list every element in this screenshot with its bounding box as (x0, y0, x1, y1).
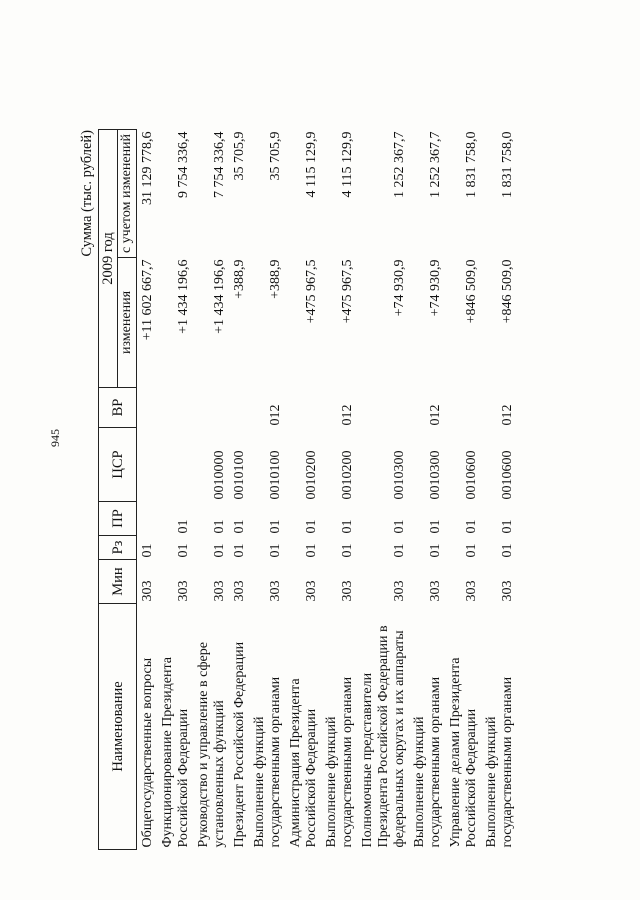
cell-changes: +1 434 196,6 (212, 259, 227, 334)
cell-csr (159, 428, 195, 502)
header-csr: ЦСР (99, 428, 137, 502)
header-min: Мин (99, 560, 137, 604)
cell-min: 303 (304, 580, 319, 602)
table-row (287, 129, 323, 849)
cell-csr: 0010600 (464, 450, 479, 500)
cell-changes: +846 509,0 (500, 259, 515, 324)
cell-csr: 0010200 (304, 450, 319, 500)
table-header (99, 129, 137, 849)
cell-min: 303 (428, 580, 443, 602)
cell-min: 303 (232, 580, 247, 602)
cell-name: Полномочные представители Президента Российской Федерации в федеральных округах и их аппараты (360, 625, 407, 848)
cell-vr (231, 388, 251, 428)
cell-pr: 01 (428, 519, 443, 534)
table-row (195, 129, 231, 849)
cell-changes: +475 967,5 (340, 259, 355, 324)
cell-changes: +388,9 (268, 259, 283, 299)
units-note: Сумма (тыс. рублей) (79, 130, 95, 257)
cell-csr: 0010600 (500, 450, 515, 500)
header-changes: изменения (118, 258, 137, 388)
cell-min: 303 (268, 580, 283, 602)
cell-changes: +74 930,9 (428, 259, 443, 317)
cell-csr: 0010300 (392, 450, 407, 500)
cell-total: 1 252 367,7 (428, 131, 443, 198)
table-row (483, 129, 519, 849)
cell-changes: +475 967,5 (304, 259, 319, 324)
cell-changes: +11 602 667,7 (140, 259, 155, 341)
budget-sheet (78, 130, 562, 850)
header-vr: ВР (99, 388, 137, 428)
cell-min: 303 (176, 580, 191, 602)
table-row (447, 129, 483, 849)
table-row (411, 129, 447, 849)
cell-min: 303 (140, 580, 155, 602)
cell-vr (447, 388, 483, 428)
cell-pr: 01 (176, 519, 191, 534)
table-row (251, 129, 287, 849)
cell-total: 1 831 758,0 (464, 131, 479, 198)
cell-rz: 01 (340, 543, 355, 558)
cell-rz: 01 (392, 543, 407, 558)
cell-name: Руководство и управление в сфере установленных функций (196, 642, 227, 848)
cell-min: 303 (392, 580, 407, 602)
header-with-changes: с учетом изменений (118, 129, 137, 257)
cell-name: Президент Российской Федерации (232, 641, 247, 848)
cell-vr (287, 388, 323, 428)
cell-min: 303 (500, 580, 515, 602)
cell-total: 4 115 129,9 (340, 131, 355, 198)
cell-pr (137, 502, 160, 536)
table-row (359, 129, 411, 849)
cell-total: 35 705,9 (268, 131, 283, 181)
cell-pr: 01 (340, 519, 355, 534)
cell-vr: 012 (428, 404, 443, 426)
cell-vr: 012 (340, 404, 355, 426)
cell-vr: 012 (268, 404, 283, 426)
cell-name: Выполнение функций государственными органами (324, 676, 355, 848)
cell-csr: 0010200 (340, 450, 355, 500)
cell-rz: 01 (304, 543, 319, 558)
cell-total: 7 754 336,4 (212, 131, 227, 198)
cell-pr: 01 (464, 519, 479, 534)
table-row (231, 129, 251, 849)
cell-vr (159, 388, 195, 428)
cell-vr (359, 388, 411, 428)
cell-csr: 0010100 (268, 450, 283, 500)
cell-rz: 01 (140, 543, 155, 558)
cell-name: Управление делами Президента Российской Федерации (448, 657, 479, 848)
header-name: Наименование (99, 604, 137, 850)
header-year: 2009 год (99, 129, 118, 387)
cell-min: 303 (212, 580, 227, 602)
cell-pr: 01 (232, 519, 247, 534)
cell-name: Выполнение функций государственными органами (252, 676, 283, 848)
cell-total: 35 705,9 (232, 131, 247, 181)
cell-rz: 01 (212, 543, 227, 558)
cell-pr: 01 (212, 519, 227, 534)
cell-name: Выполнение функций государственными органами (412, 676, 443, 848)
cell-total: 31 129 778,6 (140, 131, 155, 205)
cell-csr (137, 428, 160, 502)
cell-vr (195, 388, 231, 428)
cell-changes: +1 434 196,6 (176, 259, 191, 334)
cell-csr: 0010300 (428, 450, 443, 500)
cell-total: 1 252 367,7 (392, 131, 407, 198)
header-rz: Рз (99, 536, 137, 560)
cell-pr: 01 (268, 519, 283, 534)
cell-min: 303 (464, 580, 479, 602)
cell-csr: 0010000 (212, 450, 227, 500)
cell-name: Выполнение функций государственными органами (484, 676, 515, 848)
page-number: 945 (48, 429, 62, 447)
table-row (323, 129, 359, 849)
cell-total: 1 831 758,0 (500, 131, 515, 198)
cell-name: Администрация Президента Российской Федерации (288, 678, 319, 848)
cell-name: Функционирование Президента Российской Федерации (160, 656, 191, 848)
cell-rz: 01 (176, 543, 191, 558)
cell-total: 9 754 336,4 (176, 131, 191, 198)
table-row (137, 129, 160, 849)
cell-pr: 01 (304, 519, 319, 534)
cell-vr: 012 (500, 404, 515, 426)
header-pr: ПР (99, 502, 137, 536)
budget-table (98, 129, 519, 850)
cell-vr (137, 388, 160, 428)
cell-changes: +846 509,0 (464, 259, 479, 324)
cell-pr: 01 (392, 519, 407, 534)
cell-csr: 0010100 (232, 450, 247, 500)
cell-changes: +74 930,9 (392, 259, 407, 317)
cell-min: 303 (340, 580, 355, 602)
cell-total: 4 115 129,9 (304, 131, 319, 198)
cell-rz: 01 (428, 543, 443, 558)
cell-changes: +388,9 (232, 259, 247, 299)
table-row (159, 129, 195, 849)
cell-rz: 01 (232, 543, 247, 558)
cell-rz: 01 (464, 543, 479, 558)
cell-rz: 01 (500, 543, 515, 558)
cell-name: Общегосударственные вопросы (140, 657, 155, 848)
cell-rz: 01 (268, 543, 283, 558)
cell-pr: 01 (500, 519, 515, 534)
table-body (137, 129, 520, 849)
